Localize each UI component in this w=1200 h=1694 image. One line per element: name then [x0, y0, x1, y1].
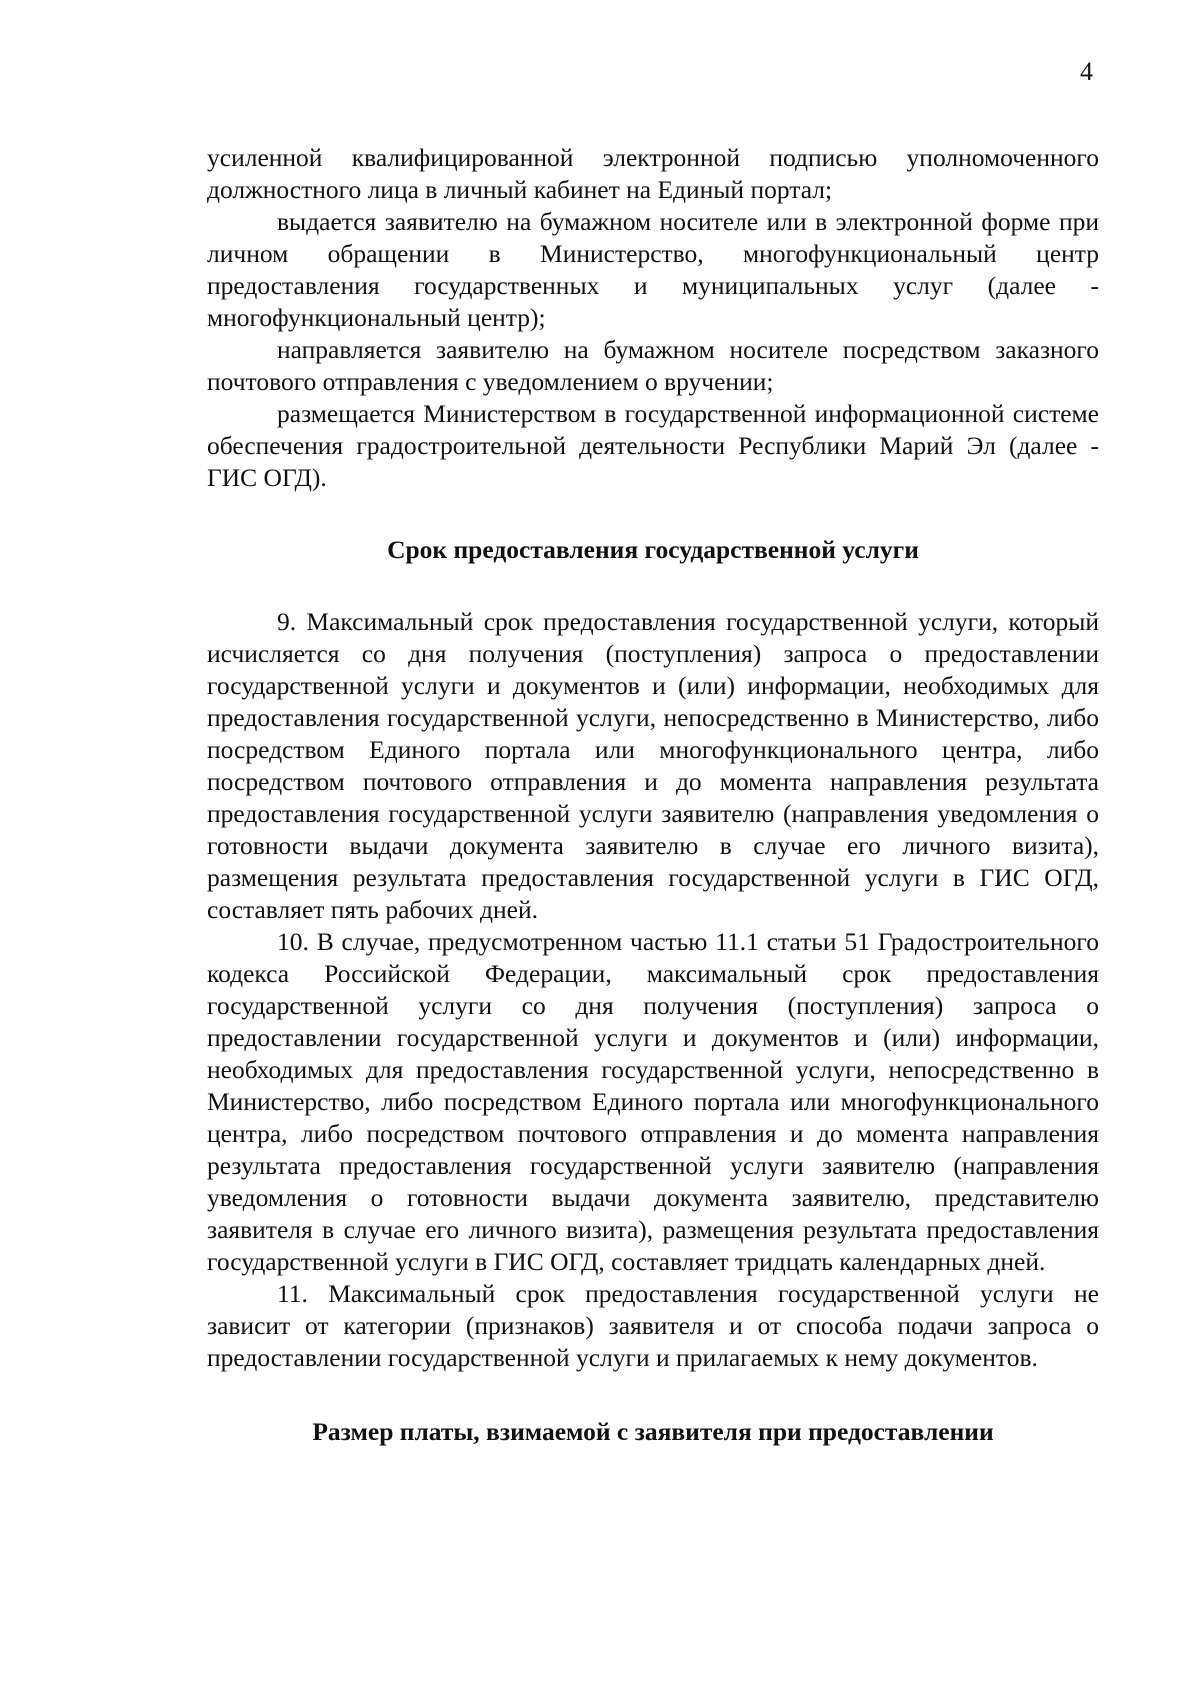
paragraph-clause-9: 9. Максимальный срок предоставления государственной услуги, который исчисляется со дня получения (поступления) запроса о предоставлении государственной услуги и документов и (или) информации, необходимых для предоставления государственной услуги, непосредственно в Министерство, либо посредством Единого портала или многофункционального центра, либо посредством почтового отправления и до момента направления результата предоставления государственной услуги заявителю (направления уведомления о готовности выдачи документа заявителю в случае его личного визита), размещения результата предоставления государственной услуги в ГИС ОГД, составляет пять рабочих дней. [207, 607, 1099, 924]
section-heading-fee: Размер платы, взимаемой с заявителя при предоставлении [312, 1417, 994, 1446]
paragraph-postal-delivery: направляется заявителю на бумажном носителе посредством заказного почтового отправления с уведомлением о вручении; [207, 335, 1099, 396]
page-number: 4 [1080, 57, 1093, 86]
paragraph-clause-11: 11. Максимальный срок предоставления государственной услуги не зависит от категории (признаков) заявителя и от способа подачи запроса о предоставлении государственной услуги и прилагаемых к нему документов. [207, 1279, 1099, 1372]
paragraph-gis-ogd: размещается Министерством в государственной информационной системе обеспечения градостроительной деятельности Республики Марий Эл (далее - ГИС ОГД). [207, 399, 1099, 492]
paragraph-signature-delivery: усиленной квалифицированной электронной подписью уполномоченного должностного лица в личный кабинет на Единый портал; [207, 143, 1099, 204]
section-heading-service-term: Срок предоставления государственной услуги [387, 535, 919, 564]
paragraph-clause-10: 10. В случае, предусмотренном частью 11.1 статьи 51 Градостроительного кодекса Российской Федерации, максимальный срок предоставления государственной услуги со дня получения (поступления) запроса о предоставлении государственной услуги и документов и (или) информации, необходимых для предоставления государственной услуги, непосредственно в Министерство, либо посредством Единого портала или многофункционального центра, либо посредством почтового отправления и до момента направления результата предоставления государственной услуги заявителю (направления уведомления о готовности выдачи документа заявителю, представителю заявителя в случае его личного визита), размещения результата предоставления государственной услуги в ГИС ОГД, составляет тридцать календарных дней. [207, 927, 1099, 1276]
document-body [207, 142, 1099, 1448]
paragraph-paper-or-electronic: выдается заявителю на бумажном носителе или в электронной форме при личном обращении в Министерство, многофункциональный центр предоставления государственных и муниципальных услуг (далее - многофункциональный центр); [207, 207, 1099, 332]
